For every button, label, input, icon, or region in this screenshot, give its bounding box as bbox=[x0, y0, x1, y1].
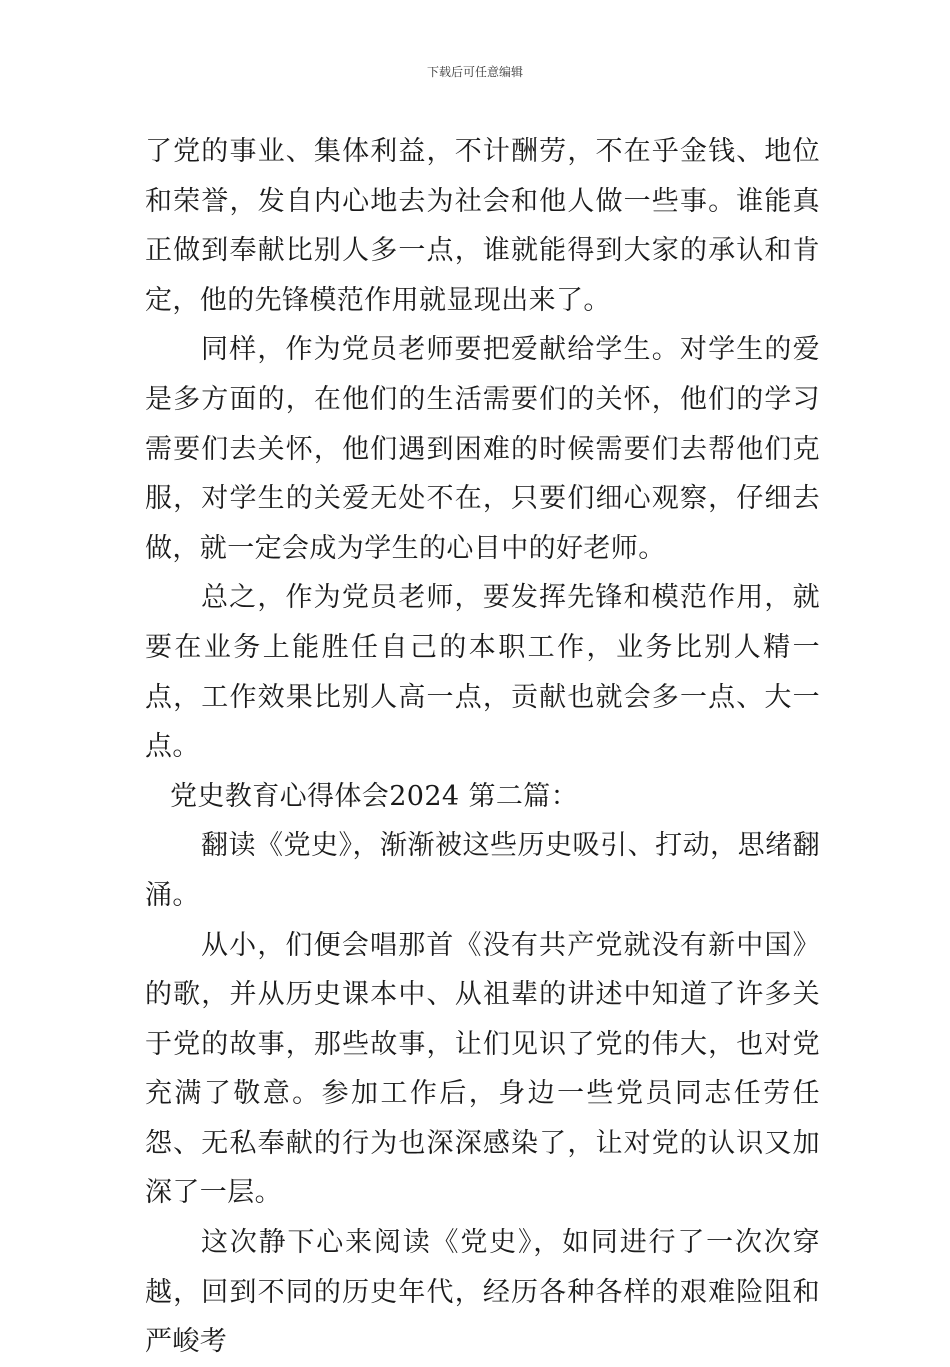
document-body bbox=[145, 127, 820, 1367]
paragraph-love-students: 同样，作为党员老师要把爱献给学生。对学生的爱是多方面的，在他们的生活需要们的关怀，他们的学习需要们去关怀，他们遇到困难的时候需要们去帮他们克服，对学生的关爱无处不在，只要们细心观察，仔细去做，就一定会成为学生的心目中的好老师。 bbox=[145, 334, 820, 564]
paragraph-reading-again: 这次静下心来阅读《党史》，如同进行了一次次穿越，回到不同的历史年代，经历各种各样的艰难险阻和严峻考 bbox=[145, 1227, 820, 1358]
paragraph-continuation: 了党的事业、集体利益，不计酬劳，不在乎金钱、地位和荣誉，发自内心地去为社会和他人做一些事。谁能真正做到奉献比别人多一点，谁就能得到大家的承认和肯定，他的先锋模范作用就显现出来了。 bbox=[145, 136, 820, 316]
section-heading: 党史教育心得体会2024 第二篇： bbox=[170, 780, 579, 812]
page-header: 下载后可任意编辑 bbox=[426, 65, 523, 79]
paragraph-childhood: 从小，们便会唱那首《没有共产党就没有新中国》的歌，并从历史课本中、从祖辈的讲述中知道了许多关于党的故事，那些故事，让们见识了党的伟大，也对党充满了敬意。参加工作后，身边一些党员同志任劳任怨、无私奉献的行为也深深感染了，让对党的认识又加深了一层。 bbox=[145, 929, 820, 1209]
paragraph-conclusion: 总之，作为党员老师，要发挥先锋和模范作用，就要在业务上能胜任自己的本职工作，业务比别人精一点，工作效果比别人高一点，贡献也就会多一点、大一点。 bbox=[145, 582, 820, 763]
paragraph-reading-history: 翻读《党史》，渐渐被这些历史吸引、打动，思绪翻涌。 bbox=[145, 830, 820, 911]
